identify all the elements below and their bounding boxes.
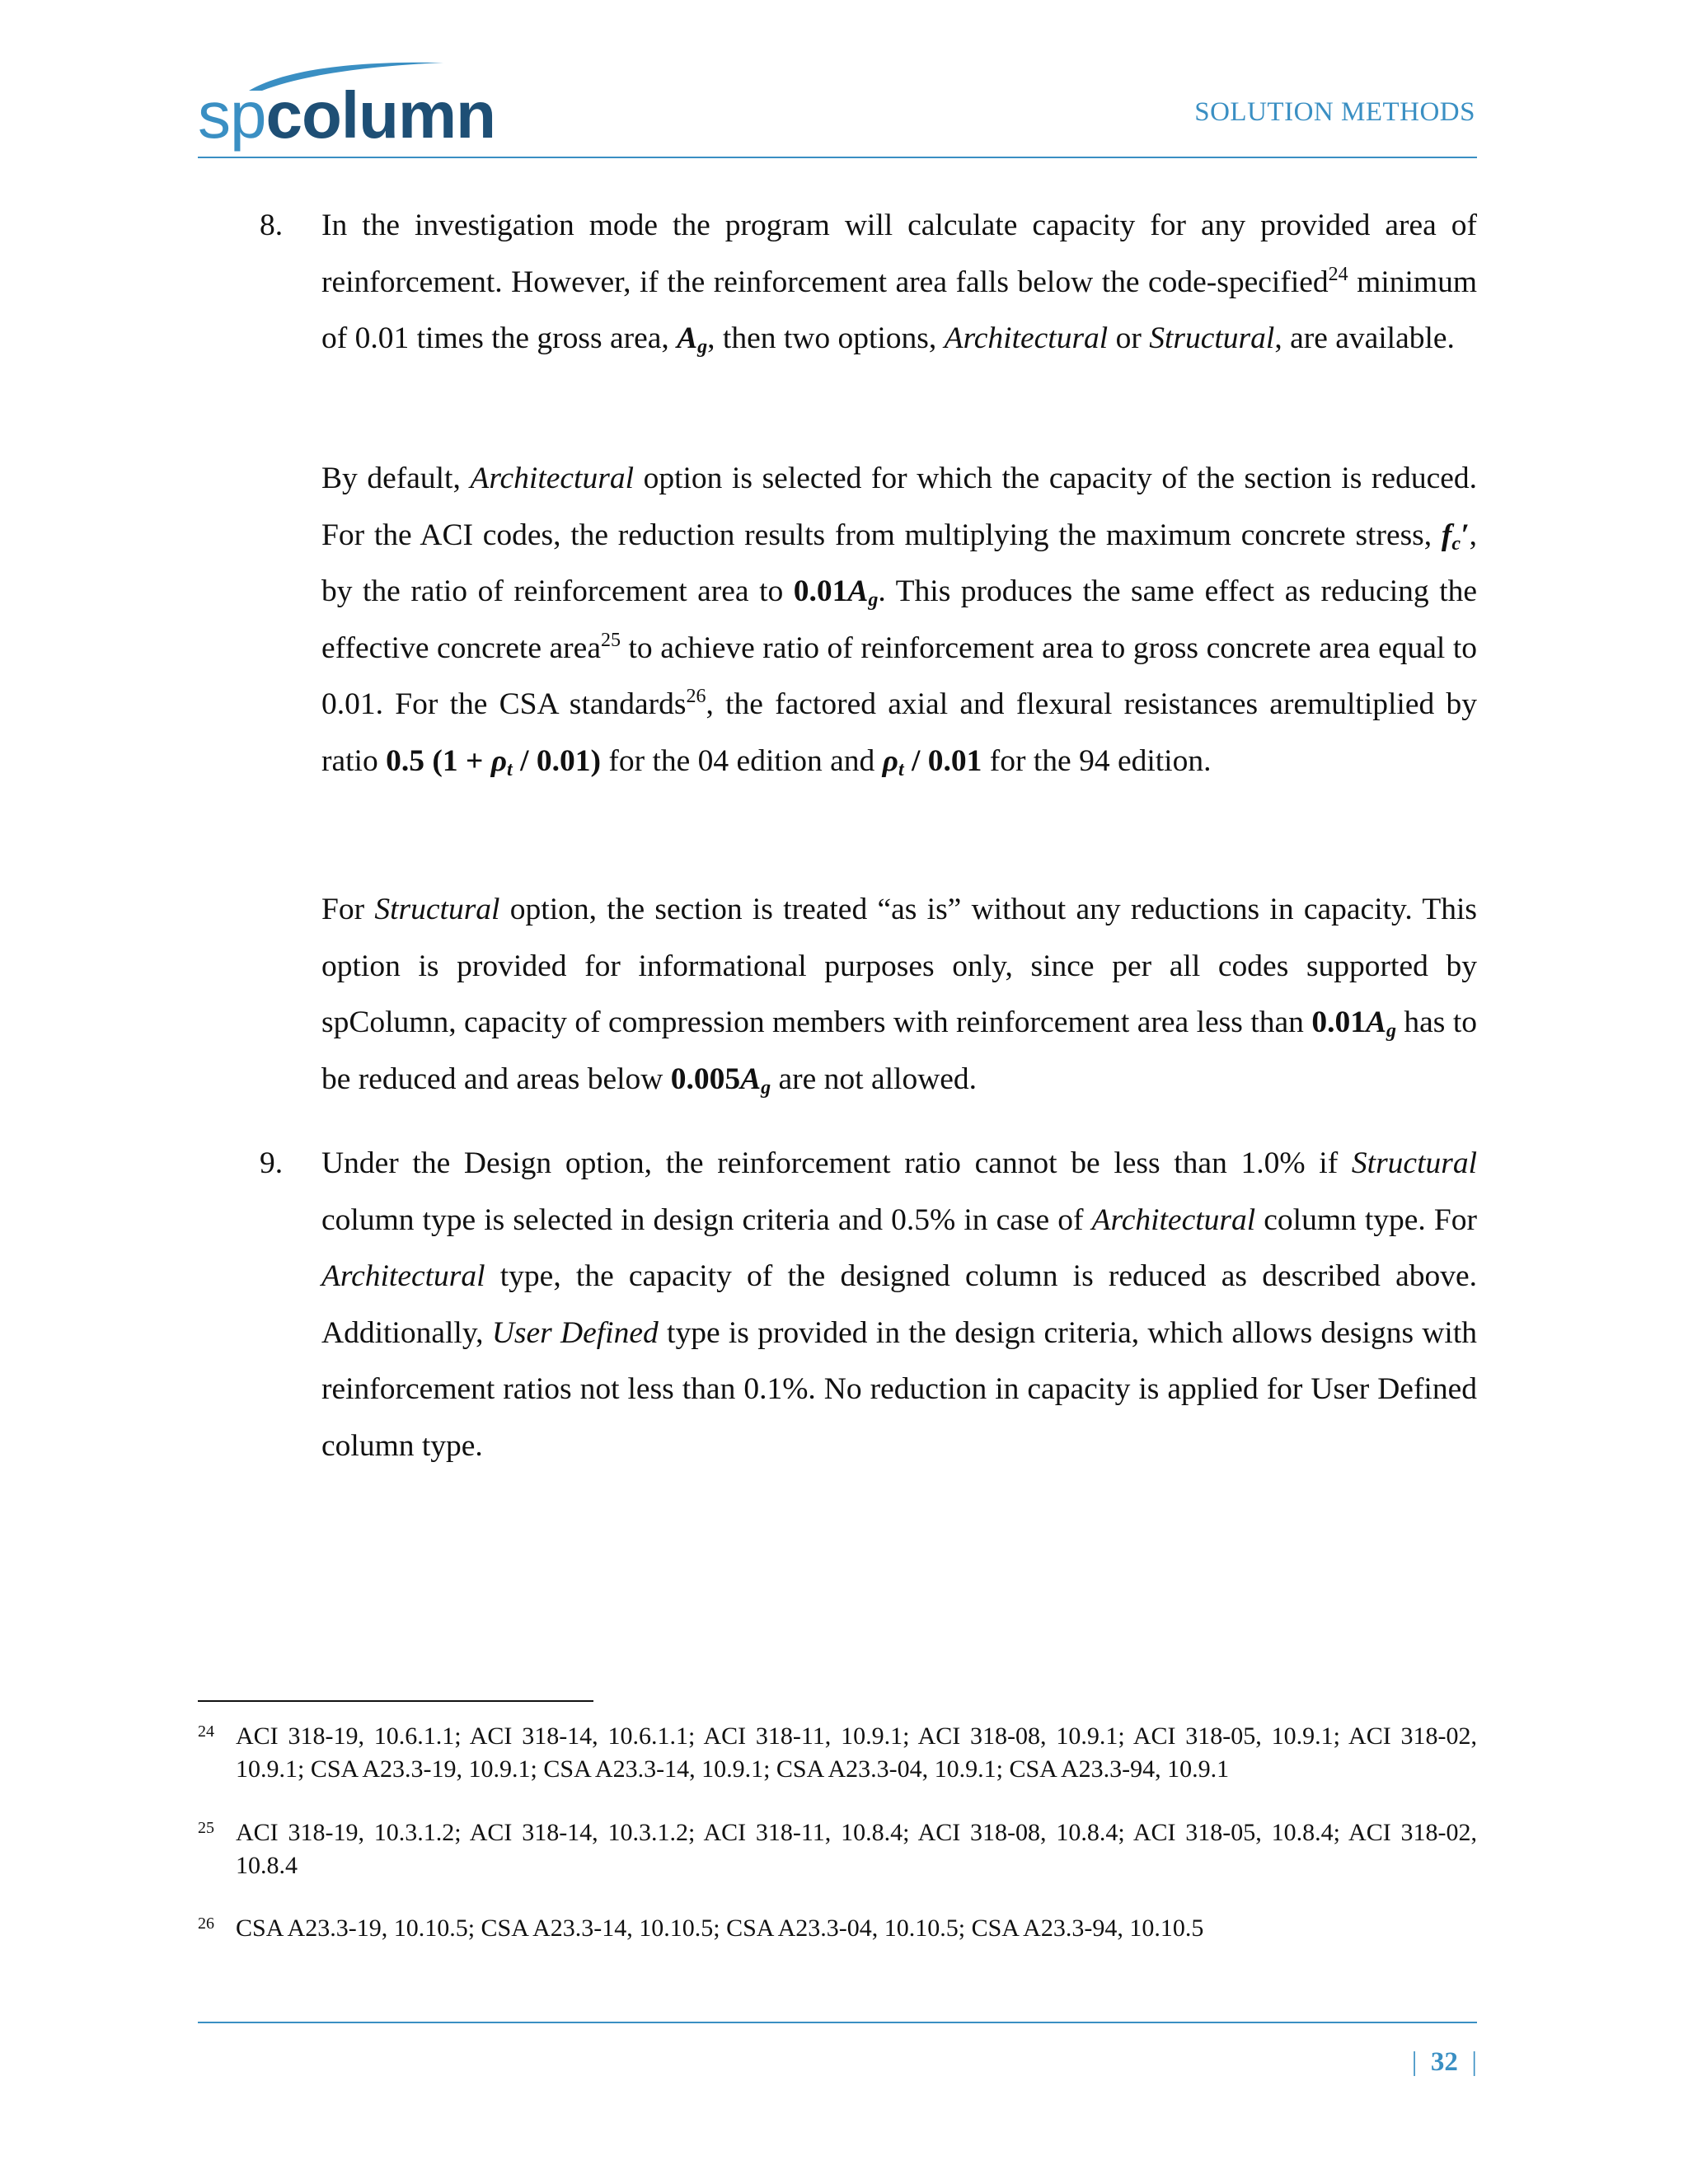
- section-title: SOLUTION METHODS: [1194, 97, 1475, 127]
- spcolumn-logo: [198, 59, 495, 150]
- footnote-25: [198, 1816, 1477, 1882]
- footnote-divider: [198, 1700, 593, 1702]
- page-number: | 32 |: [1411, 2047, 1477, 2077]
- item-8-paragraph-1: In the investigation mode the program will calculate capacity for any provided area of reinforcement. However, if the reinforcement area falls below the code-specified$^{24}$ minimum of 0.01 times the gross area, $A_g$, then two options, Architectural or Structural, are available.: [321, 209, 1477, 358]
- logo-wordmark: spcolumn: [198, 78, 495, 152]
- item-8-paragraph-2: By default, Architectural option is selected for which the capacity of the section is reduced. For the ACI codes, the reduction results from multiplying the maximum concrete stress, $f_c'$, by the ratio of reinforcement area to $0.01A_g$. This produces the same effect as reducing the effective concrete area$^{25}$ to achieve ratio of reinforcement area to gross concrete area equal to 0.01. For the CSA standards$^{26}$, the factored axial and flexural resistances aremultiplied by ratio 0.5 $(1 + \rho_t / 0.01)$ for the 04 edition and $\rho_t / 0.01$ for the 94 edition.: [321, 462, 1478, 780]
- footnote-26: [198, 1912, 1477, 1945]
- footnote-text: ACI 318-19, 10.6.1.1; ACI 318-14, 10.6.1.1; ACI 318-11, 10.9.1; ACI 318-08, 10.9.1; ACI 318-05, 10.9.1; ACI 318-02, 10.9.1; CSA A23.3-19, 10.9.1; CSA A23.3-14, 10.9.1; CSA A23.3-04, 10.9.1; CSA A23.3-94, 10.9.1: [236, 1722, 1477, 1783]
- header-divider: [198, 157, 1477, 158]
- footnote-number: 25: [198, 1819, 214, 1837]
- item-8-paragraph-3: For Structural option, the section is treated “as is” without any reductions in capacity. This option is provided for informational purposes only, since per all codes supported by spColumn, capacity of compression members with reinforcement area less than $0.01A_g$ has to be reduced and areas below $0.005A_g$ are not allowed.: [321, 893, 1477, 1099]
- footnote-text: CSA A23.3-19, 10.10.5; CSA A23.3-14, 10.10.5; CSA A23.3-04, 10.10.5; CSA A23.3-94, 10.10.5: [236, 1915, 1204, 1942]
- page-number-value: 32: [1430, 2047, 1458, 2077]
- footnote-number: 24: [198, 1722, 214, 1741]
- footnote-24: [198, 1720, 1477, 1786]
- item-number-8: 8.: [260, 209, 284, 242]
- item-9-paragraph: Under the Design option, the reinforcement ratio cannot be less than 1.0% if Structural column type is selected in design criteria and 0.5% in case of Architectural column type. For Architectural type, the capacity of the designed column is reduced as described above. Additionally, User Defined type is provided in the design criteria, which allows designs with reinforcement ratios not less than 0.1%. No reduction in capacity is applied for User Defined column type.: [321, 1146, 1478, 1463]
- footer-divider: [198, 2022, 1477, 2023]
- item-number-9: 9.: [260, 1146, 284, 1180]
- footnote-number: 26: [198, 1915, 214, 1933]
- footnote-text: ACI 318-19, 10.3.1.2; ACI 318-14, 10.3.1.2; ACI 318-11, 10.8.4; ACI 318-08, 10.8.4; ACI 318-05, 10.8.4; ACI 318-02, 10.8.4: [236, 1819, 1477, 1879]
